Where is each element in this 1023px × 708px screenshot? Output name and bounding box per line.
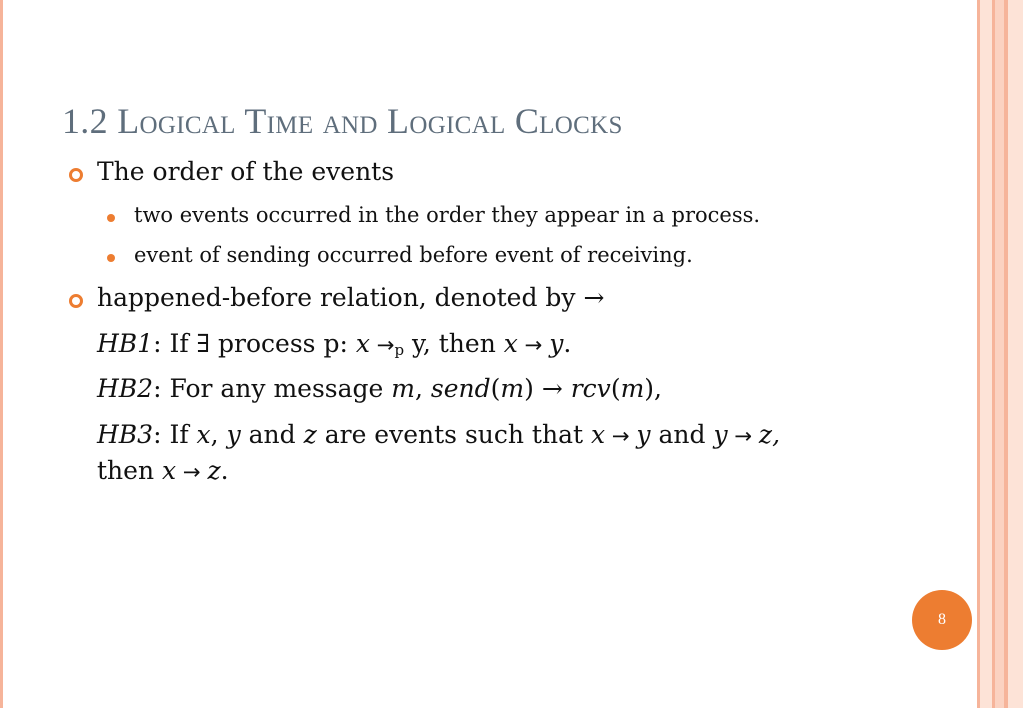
hb1-y: y <box>549 329 564 358</box>
hb3-text: : If <box>153 420 197 449</box>
hb3-rule-continued <box>97 456 229 485</box>
hb2-m: m <box>391 374 415 403</box>
hb3-x: x <box>590 420 606 449</box>
hb2-rcv: rcv <box>570 374 611 403</box>
hb3-z: z <box>207 456 221 485</box>
arrow-icon: → <box>727 424 759 449</box>
hb3-z: z, <box>758 420 781 449</box>
bullet-dot-icon <box>107 254 115 262</box>
hb2-text: ( <box>490 374 501 403</box>
stripe <box>980 0 992 708</box>
hb3-text: and <box>240 420 304 449</box>
sub-bullet-process-order: two events occurred in the order they appear in a process. <box>134 203 761 227</box>
hb1-text: . <box>563 329 572 358</box>
hb3-label: HB3 <box>97 420 154 449</box>
hb3-x: x <box>162 456 177 485</box>
hb3-y: y <box>636 420 651 449</box>
hb1-x: x <box>503 329 518 358</box>
bullet-ring-icon <box>69 294 83 308</box>
hb1-text: : If ∃ process p: <box>153 329 356 358</box>
hb2-text: ) → <box>524 374 571 403</box>
hb1-x: x <box>355 329 370 358</box>
hb1-subscript-p: p <box>394 341 405 359</box>
hb2-rule <box>97 374 662 403</box>
bullet-dot-icon <box>107 214 115 222</box>
page-number-badge: 8 <box>912 590 972 650</box>
hb3-text: . <box>220 456 229 485</box>
hb2-m: m <box>500 374 525 403</box>
hb3-text: are events such that <box>316 420 591 449</box>
hb3-text: then <box>97 456 162 485</box>
hb3-text: and <box>650 420 714 449</box>
hb3-z: z <box>303 420 317 449</box>
bullet-happened-before: happened-before relation, denoted by → <box>97 283 605 312</box>
sub-bullet-send-receive: event of sending occurred before event of receiving. <box>134 243 693 267</box>
arrow-icon: → <box>517 333 550 358</box>
hb1-text: y, then <box>404 329 504 358</box>
hb3-text: , <box>210 420 227 449</box>
hb3-x: x <box>196 420 211 449</box>
hb3-rule <box>97 420 780 449</box>
slide-title: 1.2 Logical Time and Logical Clocks <box>62 101 623 141</box>
hb1-label: HB1 <box>97 329 154 358</box>
hb2-text: ), <box>644 374 662 403</box>
hb3-y: y <box>713 420 728 449</box>
left-edge-stripe <box>0 0 3 708</box>
hb2-text: : For any message <box>153 374 392 403</box>
hb2-label: HB2 <box>97 374 154 403</box>
hb2-send: send <box>430 374 491 403</box>
right-decorative-stripes <box>977 0 1023 708</box>
bullet-ring-icon <box>69 168 83 182</box>
hb2-text: ( <box>610 374 621 403</box>
hb3-y: y <box>226 420 241 449</box>
hb2-text: , <box>415 374 431 403</box>
arrow-icon: → <box>369 333 395 358</box>
arrow-icon: → <box>176 460 208 485</box>
hb1-rule <box>97 329 571 359</box>
stripe <box>1008 0 1023 708</box>
bullet-order-of-events: The order of the events <box>97 157 395 186</box>
stripe <box>995 0 1004 708</box>
arrow-icon: → <box>605 424 637 449</box>
hb2-m: m <box>620 374 645 403</box>
